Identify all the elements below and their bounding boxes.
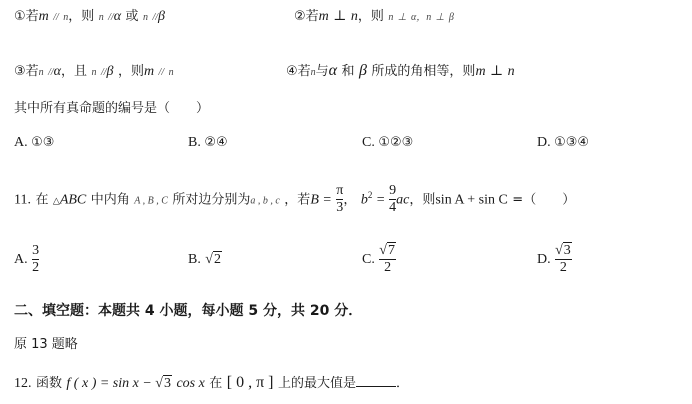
statement-1: ①若m // n，则 n //α 或 n //β — [14, 9, 166, 24]
q12-number: 12. — [14, 376, 32, 391]
statement-4-num: ④若 — [286, 64, 311, 79]
sqrt-symbol: √7 — [379, 242, 395, 258]
q10-option-c[interactable]: C. ①②③ — [362, 135, 414, 150]
q11-number: 11. — [14, 192, 31, 208]
q12-stem: 12. 函数 f ( x ) = sin x − √3 cos x 在 [ 0 , π ] 上的最大值是 ． — [14, 372, 409, 394]
section-heading: 二、填空题：本题共 4 小题，每小题 5 分，共 20 分． — [14, 303, 363, 319]
option-c-fraction: $\frac{√7}{2}$ — [379, 242, 395, 275]
option-a-fraction: $\frac{3}{2}$ — [32, 242, 40, 275]
q10-option-a[interactable]: A. ①③ — [14, 135, 55, 150]
sqrt-symbol: √3 — [155, 376, 171, 391]
q11-option-c[interactable]: C. $\frac{√7}{2}$ — [362, 242, 395, 275]
q11-stem: 11. 在 △ABC 中内角 A , B , C 所对边分别为a , b , c ，若B = $\frac{\pi}{3}$ ， $b^2$ = $\frac{9}{4}$ ac，则sin A + sin C =（ ） — [14, 183, 576, 216]
statement-2: ②若m ⊥ n，则 n ⊥ α，n ⊥ β — [294, 9, 454, 24]
statement-3: ③若n //α，且 n //β ，则m // n — [14, 64, 174, 79]
q10-option-b[interactable]: B. ②④ — [188, 135, 228, 150]
q11-option-b[interactable]: B. √2 — [188, 236, 222, 283]
q10-option-d[interactable]: D. ①③④ — [537, 135, 590, 150]
statement-4: ④若n与α 和 β 所成的角相等，则m ⊥ n — [286, 62, 515, 79]
sqrt-symbol: √2 — [205, 252, 221, 267]
omitted-note: 原 13 题略 — [14, 337, 78, 352]
q11-options — [0, 236, 692, 282]
sqrt-symbol: √3 — [555, 242, 571, 258]
q11-option-d[interactable]: D. $\frac{√3}{2}$ — [537, 242, 571, 275]
answer-blank[interactable] — [356, 372, 396, 387]
statement-2-num: ②若 — [294, 9, 319, 24]
statement-3-num: ③若 — [14, 64, 39, 79]
option-d-fraction: $\frac{√3}{2}$ — [555, 242, 571, 275]
fraction-9-over-4: $\frac{9}{4}$ — [389, 183, 397, 216]
q11-option-a[interactable]: A. $\frac{3}{2}$ — [14, 242, 40, 275]
fraction-pi-over-3: $\frac{\pi}{3}$ — [336, 183, 344, 216]
q10-prompt: 其中所有真命题的编号是（ ） — [14, 101, 210, 116]
statement-1-num: ①若 — [14, 9, 39, 24]
